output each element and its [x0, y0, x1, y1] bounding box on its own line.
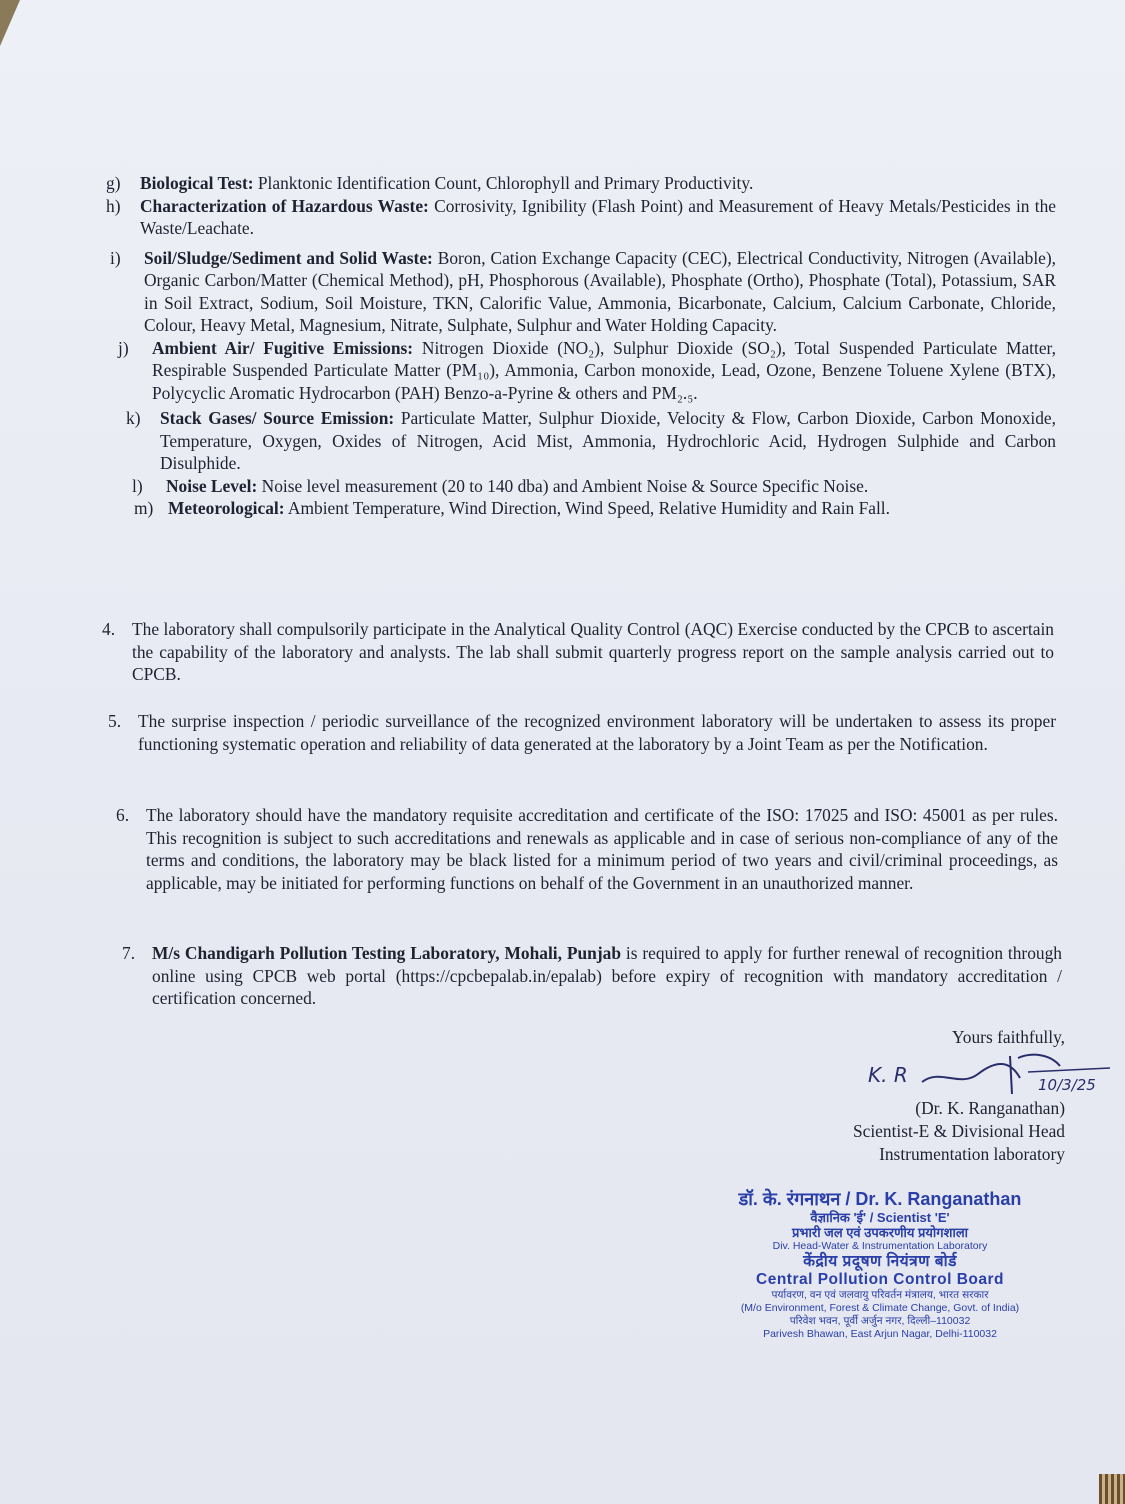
- stamp-ministry: (M/o Environment, Forest & Climate Change, Govt. of India): [740, 1302, 1020, 1314]
- signature-stroke: [1028, 1068, 1110, 1072]
- list-body: Ambient Temperature, Wind Direction, Wind Speed, Relative Humidity and Rain Fall.: [284, 498, 890, 518]
- stamp-address-hindi: परिवेश भवन, पूर्वी अर्जुन नगर, दिल्ली–110032: [789, 1315, 971, 1327]
- clause-number: 7.: [122, 943, 136, 963]
- list-item-m: [134, 497, 1056, 520]
- list-heading: Characterization of Hazardous Waste:: [140, 195, 429, 216]
- stamp-board: Central Pollution Control Board: [756, 1271, 1004, 1288]
- list-item-l: [132, 475, 1056, 498]
- clause-number: 6.: [116, 805, 130, 825]
- list-text: [144, 247, 1056, 337]
- official-stamp: [715, 1188, 1045, 1341]
- list-heading: Noise Level:: [166, 475, 258, 496]
- clause-text: [152, 942, 1062, 1010]
- salutation: Yours faithfully,: [951, 1027, 1065, 1047]
- handwritten-signature: [860, 1048, 1120, 1096]
- list-heading: Ambient Air/ Fugitive Emissions:: [152, 337, 414, 358]
- list-text: [168, 497, 1056, 520]
- clause-5: [108, 710, 1056, 755]
- list-item-g: [106, 172, 1056, 195]
- clause-body: is required to apply for further renewal of recognition through online using CPCB web portal (https://cpcbepalab.in/epalab) before expiry of recognition with mandatory accreditation / certification concerned.: [152, 943, 1062, 1008]
- list-body: Planktonic Identification Count, Chlorophyll and Primary Productivity.: [253, 173, 754, 193]
- list-text: [152, 337, 1056, 405]
- clause-text: The surprise inspection / periodic surveillance of the recognized environment laboratory will be undertaken to assess its proper functioning systematic operation and reliability of data generated at the laboratory by a Joint Team as per the Notification.: [138, 711, 1056, 754]
- list-heading: Meteorological:: [168, 498, 285, 518]
- lab-name: M/s Chandigarh Pollution Testing Laboratory, Mohali, Punjab: [152, 943, 622, 963]
- list-body: Boron, Cation Exchange Capacity (CEC), Electrical Conductivity, Nitrogen (Available), Organic Carbon/Matter (Chemical Method), pH, Phosphorous (Available), Phosphate (Ortho), Phosphate (Total), Potassium, SAR in Soil Extract, Sodium, Soil Moisture, TKN, Calorific Value, Ammonia, Bicarbonate, Calcium, Calcium Carbonate, Chloride, Colour, Heavy Metal, Magnesium, Nitrate, Sulphate, Sulphur and Water Holding Capacity.: [144, 247, 1057, 335]
- page-corner-shadow: [0, 0, 20, 46]
- list-letter: j): [118, 337, 129, 358]
- clause-number: 4.: [102, 619, 116, 639]
- stamp-address: Parivesh Bhawan, East Arjun Nagar, Delhi-110032: [763, 1328, 997, 1340]
- clause-4: [102, 618, 1054, 686]
- stamp-ministry-hindi: पर्यावरण, वन एवं जलवायु परिवर्तन मंत्रालय, भारत सरकार: [771, 1289, 989, 1301]
- list-item-k: [126, 407, 1056, 475]
- clause-number: 5.: [108, 711, 122, 731]
- list-heading: Biological Test:: [140, 173, 254, 193]
- list-letter: k): [126, 408, 141, 428]
- list-body: Corrosivity, Ignibility (Flash Point) and Measurement of Heavy Metals/Pesticides in the Waste/Leachate.: [140, 195, 1056, 238]
- background-edge: [1099, 1474, 1125, 1504]
- stamp-division: Div. Head-Water & Instrumentation Laboratory: [772, 1240, 988, 1252]
- clause-text: The laboratory should have the mandatory requisite accreditation and certificate of the ISO: 17025 and ISO: 45001 as per rules. This recognition is subject to such accreditations and renewals as applicable and in case of serious non-compliance of any of the terms and conditions, the laboratory may be black listed for a minimum period of two years and civil/criminal proceedings, as applicable, may be initiated for performing functions on behalf of the Government in an unauthorized manner.: [146, 805, 1058, 893]
- list-item-j: [118, 337, 1056, 405]
- list-letter: h): [106, 195, 121, 216]
- list-heading: Stack Gases/ Source Emission:: [160, 408, 395, 428]
- list-body: Particulate Matter, Sulphur Dioxide, Velocity & Flow, Carbon Dioxide, Carbon Monoxide, Temperature, Oxygen, Oxides of Nitrogen, Acid Mist, Ammonia, Hydrochloric Acid, Hydrogen Sulphide and Carbon Disulphide.: [160, 408, 1056, 473]
- stamp-designation: वैज्ञानिक 'ई' / Scientist 'E': [810, 1210, 950, 1225]
- list-letter: i): [110, 247, 121, 268]
- signature-initials: K. R: [868, 1063, 908, 1087]
- stamp-name: डॉ. के. रंगनाथन / Dr. K. Ranganathan: [738, 1189, 1022, 1209]
- signatory-designation: Scientist-E & Divisional Head: [852, 1121, 1065, 1141]
- signature-stroke: [1018, 1055, 1060, 1066]
- clause-6: [116, 804, 1058, 894]
- clause-7: [122, 942, 1062, 1010]
- list-text: [160, 407, 1056, 475]
- closing-block: [760, 1026, 1065, 1166]
- list-letter: m): [134, 498, 154, 518]
- signature-date: 10/3/25: [1038, 1076, 1096, 1094]
- list-letter: l): [132, 475, 143, 496]
- signatory-name: (Dr. K. Ranganathan): [915, 1098, 1065, 1118]
- list-item-i: [110, 247, 1056, 337]
- signature-stroke: [922, 1064, 1020, 1082]
- stamp-division-hindi: प्रभारी जल एवं उपकरणीय प्रयोगशाला: [791, 1225, 969, 1240]
- list-body: Noise level measurement (20 to 140 dba) and Ambient Noise & Source Specific Noise.: [257, 475, 869, 496]
- list-body: Nitrogen Dioxide (NO₂), Sulphur Dioxide (SO₂), Total Suspended Particulate Matter, Respirable Suspended Particulate Matter (PM₁₀), Ammonia, Carbon monoxide, Lead, Ozone, Benzene Toluene Xylene (BTX), Polycyclic Aromatic Hydrocarbon (PAH) Benzo-a-Pyrine & others and PM₂.₅.: [152, 337, 1057, 403]
- signatory-department: Instrumentation laboratory: [879, 1144, 1065, 1164]
- clause-text: The laboratory shall compulsorily participate in the Analytical Quality Control (AQC) Exercise conducted by the CPCB to ascertain the capability of the laboratory and analysts. The lab shall submit quarterly progress report on the sample analysis carried out to CPCB.: [132, 619, 1054, 684]
- list-text: [166, 475, 1056, 498]
- signature-stroke: [1010, 1056, 1012, 1094]
- parameter-list: [106, 172, 1056, 520]
- list-text: [140, 195, 1056, 240]
- list-heading: Soil/Sludge/Sediment and Solid Waste:: [144, 247, 433, 268]
- list-item-h: [106, 195, 1056, 240]
- list-text: [140, 172, 1056, 195]
- stamp-board-hindi: केंद्रीय प्रदूषण नियंत्रण बोर्ड: [803, 1253, 957, 1270]
- list-letter: g): [106, 173, 121, 193]
